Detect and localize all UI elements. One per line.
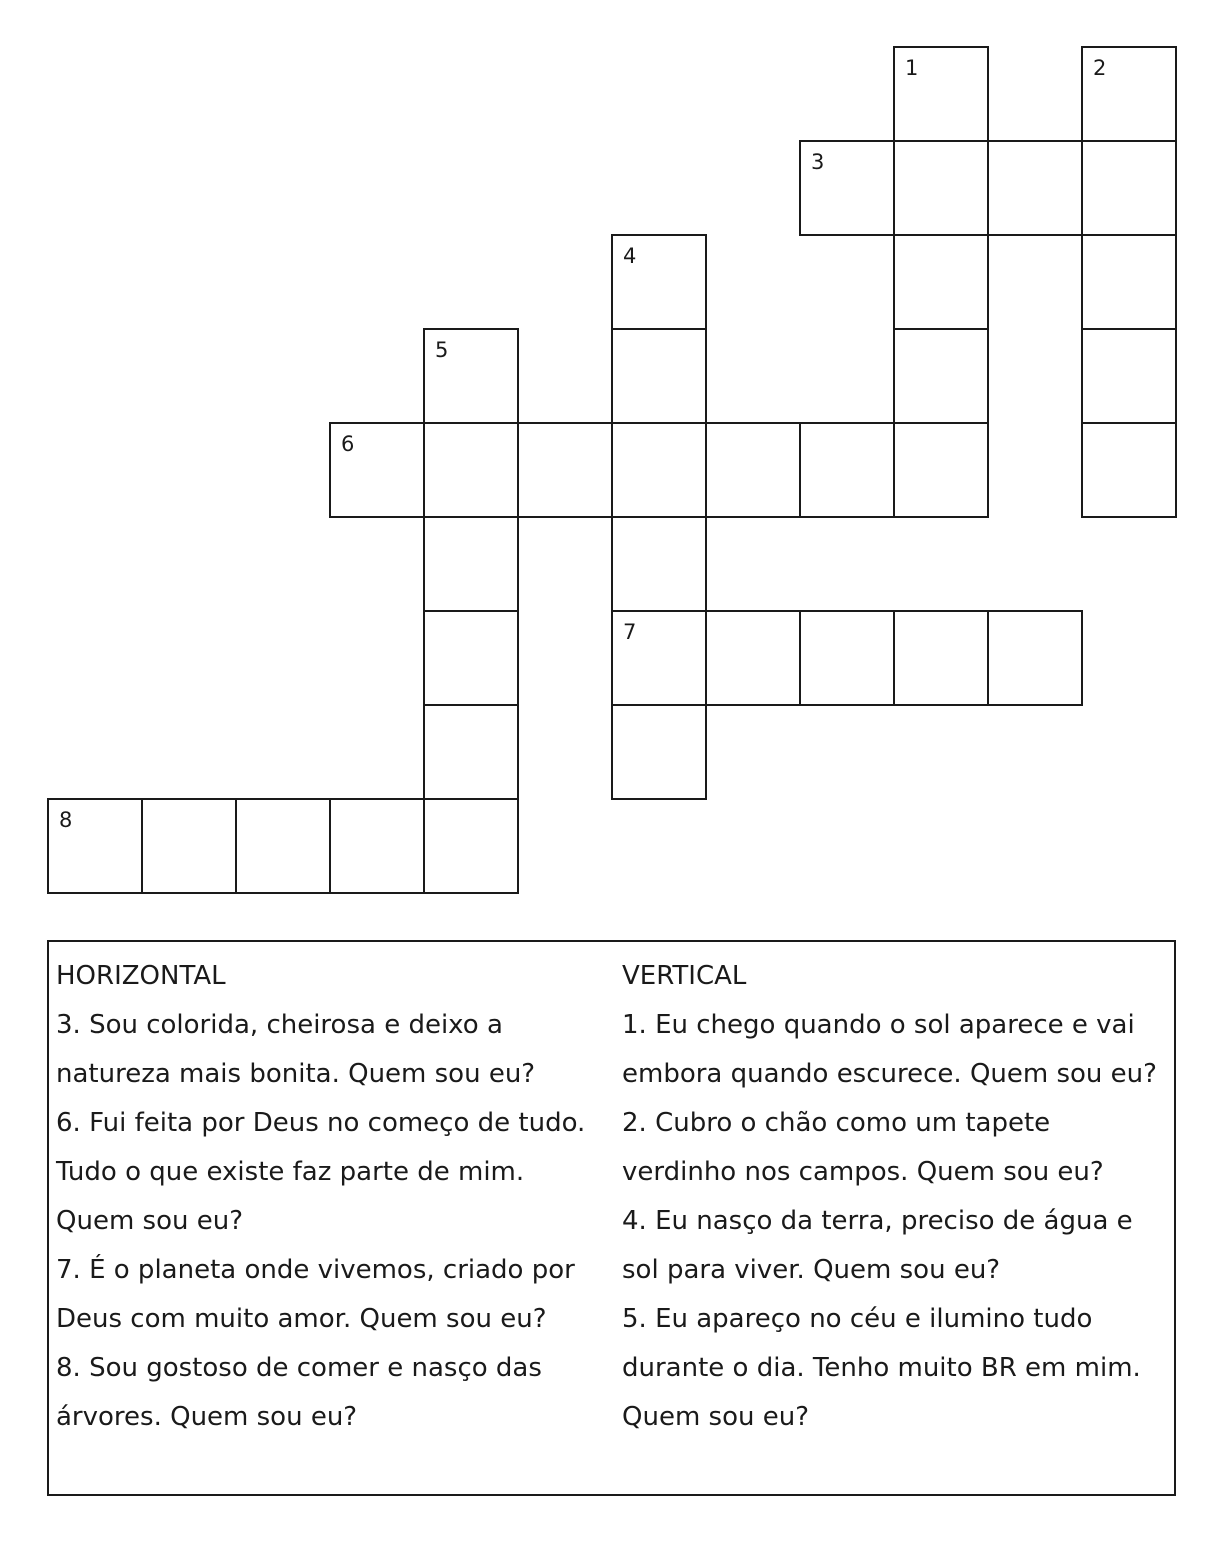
crossword-cell[interactable] (47, 798, 143, 894)
clue-number: 8 (59, 808, 73, 832)
crossword-cell[interactable] (423, 516, 519, 612)
crossword-cell[interactable] (1081, 46, 1177, 142)
crossword-cell[interactable] (705, 610, 801, 706)
clue-line: árvores. Quem sou eu? (56, 1402, 358, 1432)
vertical-heading: VERTICAL (622, 961, 747, 991)
crossword-cell[interactable] (893, 610, 989, 706)
crossword-cell[interactable] (893, 46, 989, 142)
crossword-cell[interactable] (329, 422, 425, 518)
crossword-cell[interactable] (329, 798, 425, 894)
clue-line: 7. É o planeta onde vivemos, criado por (56, 1255, 575, 1285)
vertical-clues (622, 952, 1172, 1442)
crossword-cell[interactable] (611, 610, 707, 706)
clue-line: 1. Eu chego quando o sol aparece e vai (622, 1010, 1135, 1040)
clue-line: embora quando escurece. Quem sou eu? (622, 1059, 1157, 1089)
crossword-cell[interactable] (611, 422, 707, 518)
clue-line: natureza mais bonita. Quem sou eu? (56, 1059, 536, 1089)
crossword-cell[interactable] (799, 610, 895, 706)
crossword-cell[interactable] (611, 704, 707, 800)
horizontal-clues (56, 952, 611, 1442)
crossword-cell[interactable] (987, 140, 1083, 236)
horizontal-heading: HORIZONTAL (56, 961, 226, 991)
clue-line: verdinho nos campos. Quem sou eu? (622, 1157, 1104, 1187)
clue-line: Tudo o que existe faz parte de mim. (56, 1157, 525, 1187)
clue-line: Quem sou eu? (56, 1206, 244, 1236)
crossword-cell[interactable] (1081, 328, 1177, 424)
clue-line: 8. Sou gostoso de comer e nasço das (56, 1353, 542, 1383)
crossword-cell[interactable] (1081, 140, 1177, 236)
crossword-cell[interactable] (893, 422, 989, 518)
clue-line: durante o dia. Tenho muito BR em mim. (622, 1353, 1141, 1383)
crossword-cell[interactable] (141, 798, 237, 894)
clues-box (47, 940, 1176, 1496)
crossword-cell[interactable] (799, 422, 895, 518)
clue-line: 6. Fui feita por Deus no começo de tudo. (56, 1108, 586, 1138)
crossword-cell[interactable] (423, 610, 519, 706)
crossword-cell[interactable] (517, 422, 613, 518)
crossword-cell[interactable] (235, 798, 331, 894)
crossword-cell[interactable] (893, 328, 989, 424)
crossword-cell[interactable] (1081, 422, 1177, 518)
crossword-cell[interactable] (611, 234, 707, 330)
clue-line: Deus com muito amor. Quem sou eu? (56, 1304, 547, 1334)
clue-number: 1 (905, 56, 919, 80)
crossword-cell[interactable] (1081, 234, 1177, 330)
clue-number: 4 (623, 244, 637, 268)
crossword-cell[interactable] (987, 610, 1083, 706)
crossword-cell[interactable] (705, 422, 801, 518)
clue-line: 3. Sou colorida, cheirosa e deixo a (56, 1010, 503, 1040)
crossword-cell[interactable] (611, 516, 707, 612)
clue-number: 2 (1093, 56, 1107, 80)
clue-number: 6 (341, 432, 355, 456)
clue-line: 5. Eu apareço no céu e ilumino tudo (622, 1304, 1093, 1334)
crossword-cell[interactable] (423, 422, 519, 518)
crossword-cell[interactable] (799, 140, 895, 236)
clue-number: 7 (623, 620, 637, 644)
crossword-cell[interactable] (423, 328, 519, 424)
crossword-cell[interactable] (611, 328, 707, 424)
crossword-cell[interactable] (893, 140, 989, 236)
crossword-cell[interactable] (893, 234, 989, 330)
clue-line: Quem sou eu? (622, 1402, 810, 1432)
clue-number: 3 (811, 150, 825, 174)
clue-line: 4. Eu nasço da terra, preciso de água e (622, 1206, 1133, 1236)
crossword-cell[interactable] (423, 704, 519, 800)
clue-line: sol para viver. Quem sou eu? (622, 1255, 1001, 1285)
clue-number: 5 (435, 338, 449, 362)
crossword-cell[interactable] (423, 798, 519, 894)
clue-line: 2. Cubro o chão como um tapete (622, 1108, 1051, 1138)
